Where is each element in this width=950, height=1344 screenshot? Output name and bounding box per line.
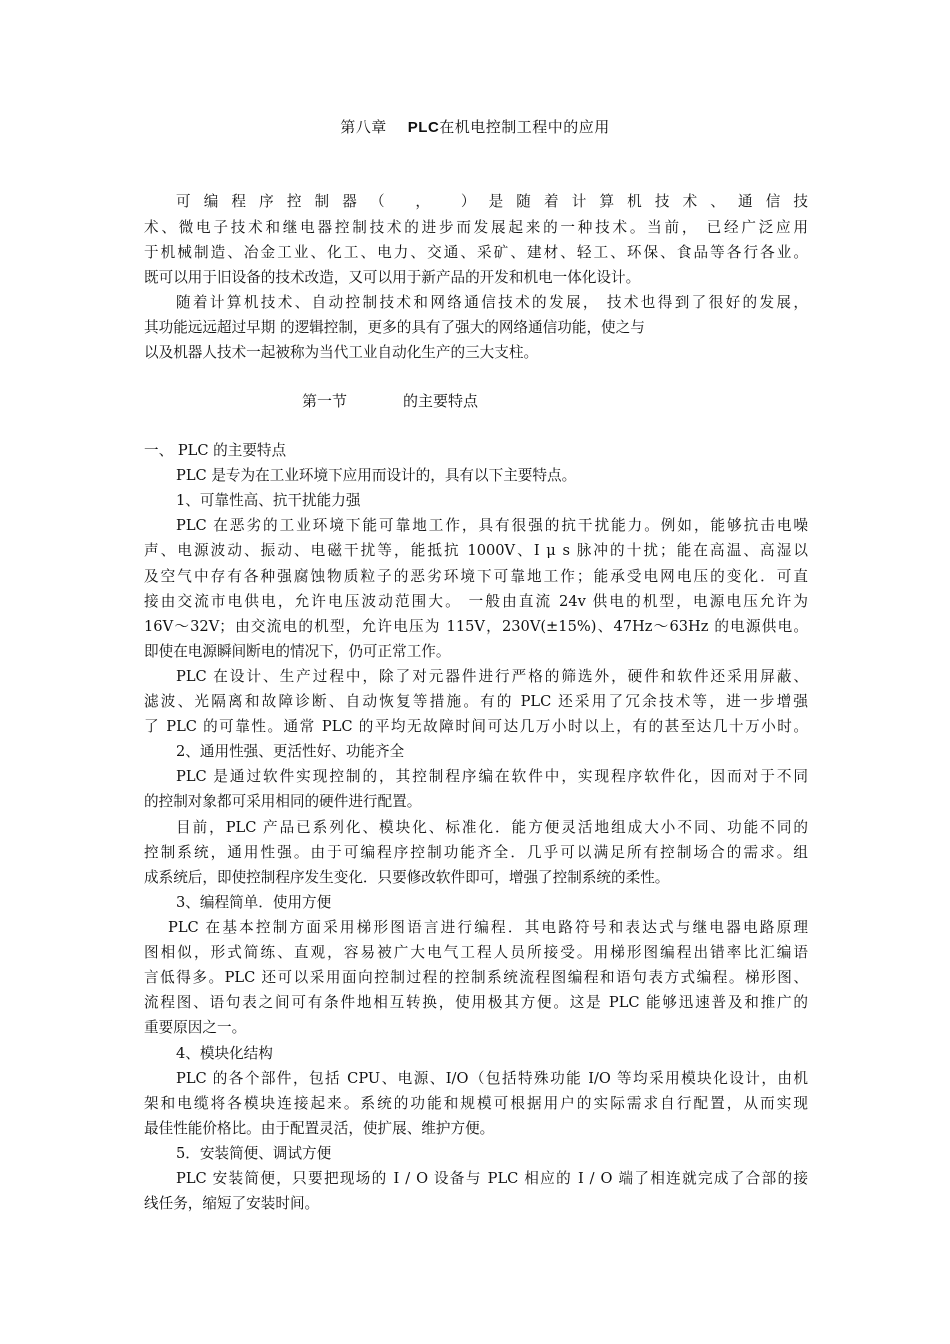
paragraph-line: 及空气中存有各种强腐蚀物质粒子的恶劣环境下可靠地工作；能承受电网电压的变化．可直 xyxy=(144,568,808,585)
subheading: 4、模块化结构 xyxy=(176,1045,273,1062)
paragraph-line: PLC 在恶劣的工业环境下能可靠地工作，具有很强的抗干扰能力。例如，能够抗击电噪 xyxy=(176,517,808,534)
paragraph-line: 流程图、语句表之间可有条件地相互转换，使用极其方便。这是 PLC 能够迅速普及和推广的 xyxy=(144,994,808,1011)
paragraph-line: 声、电源波动、振动、电磁干扰等，能抵抗 1000V、I μ s 脉冲的十扰；能在高温、高湿以 xyxy=(144,542,808,559)
paragraph-line: 控制系统，通用性强。由于可编程序控制功能齐全．几乎可以满足所有控制场合的需求。组 xyxy=(144,844,808,861)
paragraph-line: 线任务，缩短了安装时间。 xyxy=(144,1195,320,1212)
paragraph-line: 的控制对象都可采用相同的硬件进行配置。 xyxy=(144,793,422,810)
paragraph-line: 成系统后，即使控制程序发生变化．只要修改软件即可，增强了控制系统的柔性。 xyxy=(144,869,670,886)
paragraph-line: 接由交流市电供电，允许电压波动范围大。 一般由直流 24v 供电的机型，电源电压允许为 xyxy=(144,593,808,610)
chapter-title-text: 在机电控制工程中的应用 xyxy=(439,118,610,136)
subheading: 5．安装简便、调试方便 xyxy=(176,1145,332,1162)
paragraph-line: 以及机器人技术一起被称为当代工业自动化生产的三大支柱。 xyxy=(144,344,539,361)
paragraph-line: 即使在电源瞬间断电的情况下，仍可正常工作。 xyxy=(144,643,451,660)
chapter-number: 第八章 xyxy=(340,118,387,136)
paragraph-line: 可编程序控制器（ ， ）是随着计算机技术、通信技 xyxy=(176,193,808,210)
paragraph-line: PLC 是通过软件实现控制的，其控制程序编在软件中，实现程序软件化，因而对于不同 xyxy=(176,768,808,785)
paragraph-line: 重要原因之一。 xyxy=(144,1019,247,1036)
paragraph-line: 最佳性能价格比。由于配置灵活，使扩展、维护方便。 xyxy=(144,1120,495,1137)
list-heading: 一、 PLC 的主要特点 xyxy=(144,442,287,459)
paragraph-line: 了 PLC 的可靠性。通常 PLC 的平均无故障时间可达几万小时以上，有的甚至达几十万小时。 xyxy=(144,718,808,735)
chapter-title xyxy=(0,116,950,137)
paragraph-line: 架和电缆将各模块连接起来。系统的功能和规模可根据用户的实际需求自行配置，从而实现 xyxy=(144,1095,808,1112)
paragraph-line: PLC 在基本控制方面采用梯形图语言进行编程．其电路符号和表达式与继电器电路原理 xyxy=(168,919,808,936)
paragraph-line: 其功能远远超过早期 的逻辑控制，更多的具有了强大的网络通信功能，使之与 xyxy=(144,319,645,336)
paragraph-line: 言低得多。PLC 还可以采用面向控制过程的控制系统流程图编程和语句表方式编程。梯形图、 xyxy=(144,969,808,986)
paragraph-line: 于机械制造、冶金工业、化工、电力、交通、采矿、建材、轻工、环保、食品等各行各业。 xyxy=(144,244,808,261)
paragraph-line: 既可以用于旧设备的技术改造，又可以用于新产品的开发和机电一体化设计。 xyxy=(144,269,641,286)
section-heading xyxy=(302,390,478,411)
subheading: 2、通用性强、更活性好、功能齐全 xyxy=(176,743,405,760)
subheading: 3、编程简单．使用方便 xyxy=(176,894,332,911)
paragraph-line: 术、微电子技术和继电器控制技术的进步而发展起来的一种技术。当前， 已经广泛应用 xyxy=(144,219,808,236)
chapter-title-bold: PLC xyxy=(407,119,440,136)
paragraph-line: 图相似，形式简练、直观，容易被广大电气工程人员所接受。用梯形图编程出错率比汇编语 xyxy=(144,944,808,961)
section-number: 第一节 xyxy=(302,392,348,410)
subheading: 1、可靠性高、抗干扰能力强 xyxy=(176,492,361,509)
paragraph-line: PLC 的各个部件，包括 CPU、电源、I/O（包括特殊功能 I/O 等均采用模块化设计，由机 xyxy=(176,1070,808,1087)
paragraph-line: PLC 是专为在工业环境下应用而设计的，具有以下主要特点。 xyxy=(176,467,577,484)
paragraph-line: PLC 在设计、生产过程中，除了对元器件进行严格的筛选外，硬件和软件还采用屏蔽、 xyxy=(176,668,808,685)
paragraph-line: 16V～32V；由交流电的机型，允许电压为 115V，230V(±15%)、47Hz～63Hz 的电源供电。 xyxy=(144,618,808,635)
paragraph-line: 目前，PLC 产品已系列化、模块化、标准化．能方便灵活地组成大小不同、功能不同的 xyxy=(176,819,808,836)
paragraph-line: 滤波、光隔离和故障诊断、自动恢复等措施。有的 PLC 还采用了冗余技术等，进一步增强 xyxy=(144,693,808,710)
section-title: 的主要特点 xyxy=(403,392,479,410)
paragraph-line: 随着计算机技术、自动控制技术和网络通信技术的发展， 技术也得到了很好的发展， xyxy=(176,294,808,311)
paragraph-line: PLC 安装简便，只要把现场的 I / O 设备与 PLC 相应的 I / O 端了相连就完成了合部的接 xyxy=(176,1170,808,1187)
